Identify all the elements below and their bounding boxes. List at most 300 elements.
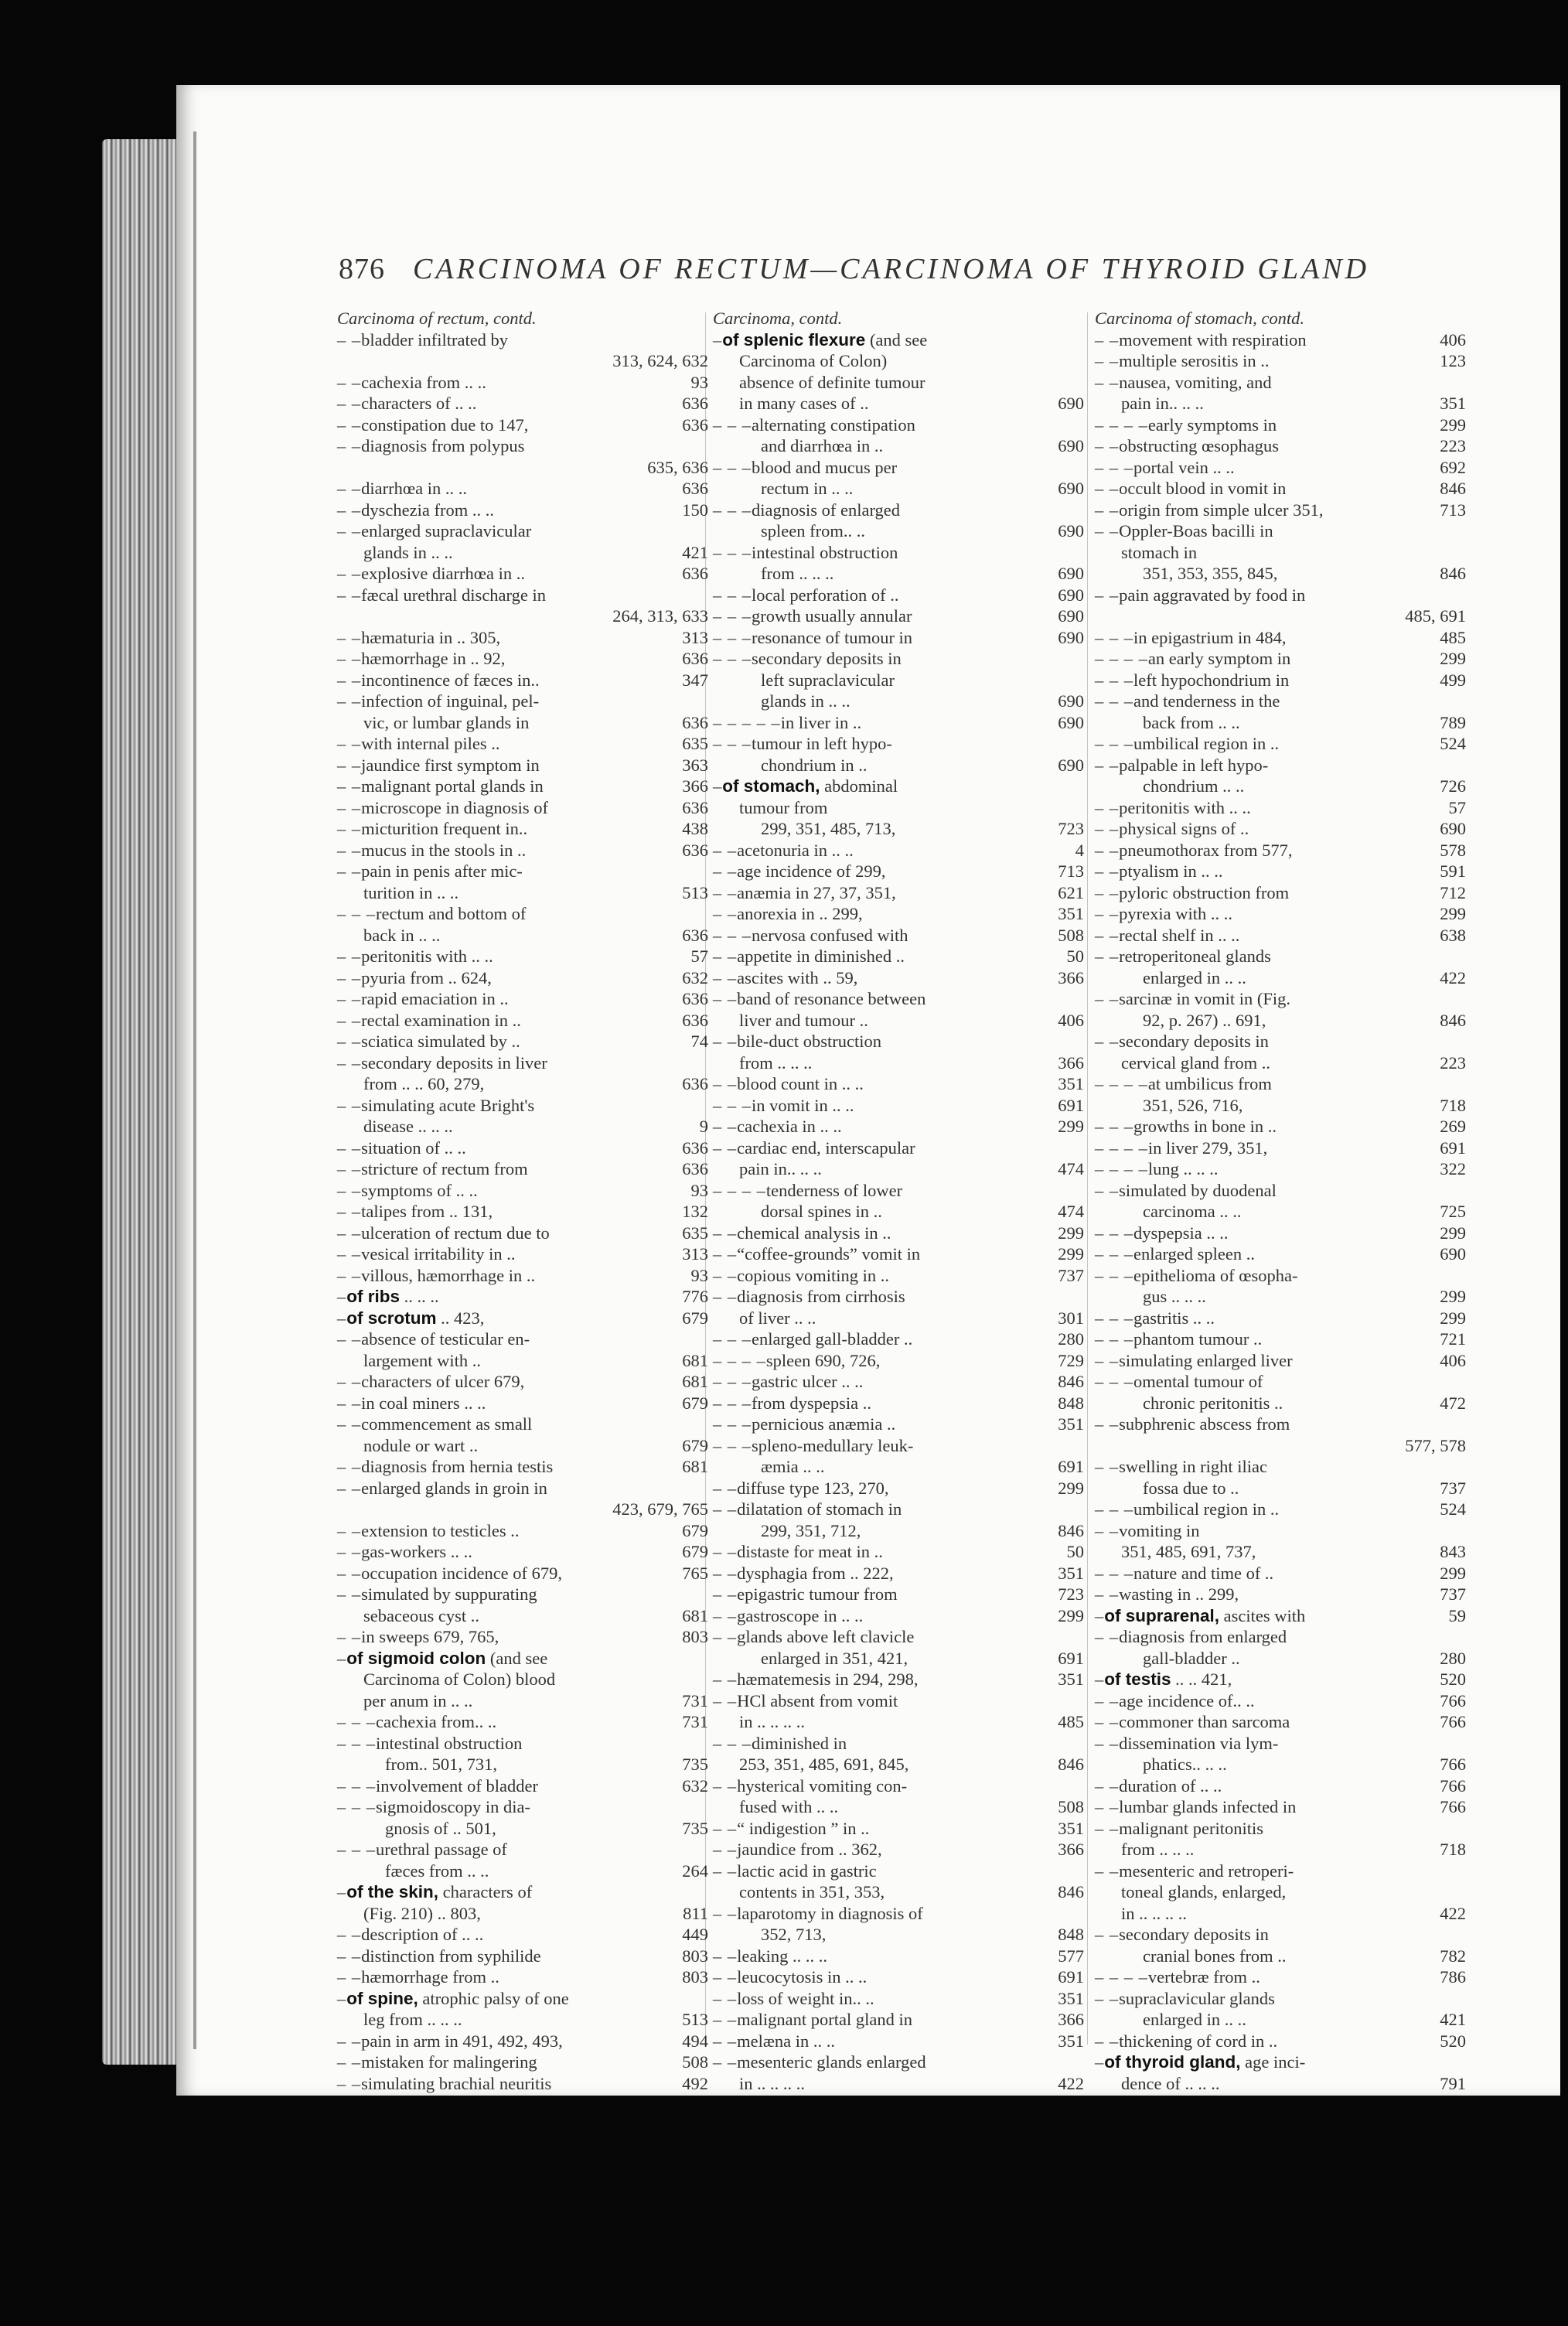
entry-dashes: – – – bbox=[1095, 1117, 1133, 1136]
entry-text bbox=[737, 1903, 1079, 1925]
entry-label: carcinoma .. .. bbox=[1143, 1202, 1242, 1221]
page-reference: 811 bbox=[683, 1903, 708, 1923]
index-entry bbox=[337, 1393, 708, 1414]
entry-text bbox=[361, 1371, 677, 1393]
index-entry bbox=[1095, 840, 1466, 861]
entry-dashes: – bbox=[1095, 2052, 1105, 2072]
entry-label: vomiting in bbox=[1119, 1520, 1200, 1540]
entry-dashes: – – – bbox=[337, 1712, 376, 1731]
page-reference bbox=[1461, 1818, 1466, 1840]
entry-text bbox=[752, 627, 1053, 649]
page-reference: 636 bbox=[682, 840, 708, 860]
index-entry bbox=[1095, 1754, 1466, 1775]
index-entry bbox=[337, 500, 708, 521]
index-entry bbox=[337, 1265, 708, 1287]
index-entry bbox=[1095, 1180, 1466, 1202]
entry-label: in coal miners .. .. bbox=[361, 1393, 486, 1413]
index-column-2 bbox=[713, 308, 1084, 2093]
page-reference: 681 bbox=[682, 1605, 708, 1625]
entry-label: enlarged glands in groin in bbox=[361, 1478, 547, 1498]
entry-label: distaste for meat in .. bbox=[737, 1542, 883, 1561]
index-entry bbox=[337, 1052, 708, 1074]
page-reference: 422 bbox=[1058, 2073, 1084, 2093]
page-reference: 846 bbox=[1440, 1010, 1466, 1030]
entry-dashes: – – bbox=[713, 882, 738, 902]
page-reference bbox=[704, 520, 708, 542]
page-reference bbox=[1079, 1733, 1084, 1755]
entry-dashes: – bbox=[337, 1882, 347, 1901]
page-reference bbox=[1461, 1860, 1466, 1882]
entry-text bbox=[1095, 1393, 1435, 1414]
index-entry bbox=[713, 1052, 1084, 1074]
entry-text bbox=[361, 840, 677, 861]
entry-label: age inci- bbox=[1240, 2052, 1306, 2072]
entry-text bbox=[337, 1669, 704, 1690]
index-entry bbox=[713, 1456, 1084, 1478]
entry-label: hysterical vomiting con- bbox=[737, 1775, 908, 1796]
entry-text bbox=[361, 1201, 677, 1223]
entry-dashes: – – – bbox=[713, 1393, 752, 1413]
page-reference: 351 bbox=[1058, 1414, 1084, 1434]
entry-label: rectum and bottom of bbox=[376, 904, 527, 923]
entry-label: incontinence of fæces in.. bbox=[361, 670, 540, 690]
entry-text bbox=[1133, 1371, 1461, 1393]
page-reference: 423, 679, 765 bbox=[612, 1499, 708, 1519]
entry-label: sigmoidoscopy in dia- bbox=[376, 1797, 530, 1816]
index-entry bbox=[1095, 1393, 1466, 1414]
index-entry bbox=[1095, 1116, 1466, 1137]
entry-text bbox=[337, 1435, 677, 1457]
page-reference: 690 bbox=[1058, 585, 1084, 605]
entry-dashes: – – bbox=[713, 989, 738, 1008]
index-entry bbox=[337, 733, 708, 755]
entry-text bbox=[1095, 1754, 1435, 1775]
entry-label: in sweeps 679, 765, bbox=[361, 1627, 499, 1646]
entry-label: sarcinæ in vomit in (Fig. bbox=[1119, 989, 1290, 1008]
entry-dashes: – – bbox=[337, 521, 362, 541]
entry-label: hæmatemesis in 294, 298, bbox=[737, 1669, 919, 1689]
entry-dashes: – – bbox=[337, 861, 362, 881]
page-reference: 690 bbox=[1440, 819, 1466, 838]
index-entry bbox=[1095, 1669, 1466, 1690]
index-entry bbox=[713, 776, 1084, 797]
entry-text bbox=[722, 329, 1079, 351]
page-reference: 690 bbox=[1058, 691, 1084, 711]
index-entry bbox=[337, 1010, 708, 1032]
entry-label: intestinal obstruction bbox=[752, 542, 898, 562]
entry-dashes: – – – bbox=[1095, 1223, 1133, 1243]
page-reference bbox=[1461, 1456, 1466, 1478]
index-entry bbox=[1095, 585, 1466, 606]
page-reference: 635 bbox=[682, 1223, 708, 1243]
index-entry bbox=[713, 393, 1084, 414]
entry-dashes: – bbox=[713, 329, 723, 350]
page-reference: 636 bbox=[682, 1010, 708, 1030]
entry-label: peritonitis with .. .. bbox=[361, 946, 493, 966]
index-entry bbox=[1095, 414, 1466, 436]
entry-text bbox=[1119, 1414, 1461, 1435]
entry-text bbox=[713, 308, 1079, 329]
page-reference: 690 bbox=[1058, 606, 1084, 626]
index-entry bbox=[337, 1499, 708, 1520]
index-entry bbox=[713, 1393, 1084, 1414]
page-reference: 322 bbox=[1440, 1159, 1466, 1178]
page-reference: 577, 578 bbox=[1405, 1435, 1466, 1455]
entry-label: occupation incidence of 679, bbox=[361, 1563, 563, 1583]
entry-text bbox=[737, 1988, 1053, 2010]
entry-text bbox=[1133, 733, 1435, 755]
page-reference bbox=[704, 1733, 708, 1755]
entry-dashes: – – bbox=[1095, 1797, 1120, 1816]
page-reference: 679 bbox=[682, 1393, 708, 1413]
index-entry bbox=[337, 478, 708, 500]
entry-text bbox=[713, 1648, 1053, 1669]
page-reference bbox=[1461, 988, 1466, 1010]
entry-keyword: of sigmoid colon bbox=[346, 1648, 486, 1668]
index-entry bbox=[337, 1243, 708, 1265]
entry-label: malignant portal glands in bbox=[361, 776, 544, 796]
index-entry bbox=[713, 967, 1084, 989]
index-entry bbox=[1095, 776, 1466, 797]
entry-text bbox=[752, 1393, 1053, 1414]
page-reference: 93 bbox=[690, 1180, 708, 1200]
entry-text bbox=[713, 372, 1079, 394]
page-reference: 406 bbox=[1440, 329, 1466, 350]
page-reference bbox=[704, 435, 708, 457]
page-reference: 74 bbox=[690, 1032, 708, 1051]
entry-text bbox=[1119, 1584, 1435, 1605]
entry-label: diffuse type 123, 270, bbox=[737, 1478, 889, 1498]
index-entry bbox=[337, 2051, 708, 2073]
entry-text bbox=[713, 1520, 1053, 1542]
page-reference: 422 bbox=[1440, 1903, 1466, 1923]
entry-dashes: – – – bbox=[713, 585, 752, 605]
entry-label: “coffee-grounds” vomit in bbox=[737, 1244, 921, 1264]
index-entry bbox=[713, 1605, 1084, 1627]
entry-dashes: – – – bbox=[1095, 670, 1133, 690]
entry-text bbox=[337, 1754, 677, 1775]
entry-keyword: of splenic flexure bbox=[722, 329, 866, 350]
index-entry bbox=[713, 1839, 1084, 1860]
index-entry bbox=[1095, 1903, 1466, 1925]
entry-label: extension to testicles .. bbox=[361, 1520, 520, 1540]
entry-label: malignant portal gland in bbox=[737, 2010, 912, 2029]
page-reference: 723 bbox=[1058, 819, 1084, 838]
entry-text bbox=[737, 903, 1053, 925]
entry-text bbox=[337, 1499, 608, 1520]
entry-text bbox=[1095, 1052, 1435, 1074]
entry-text bbox=[1095, 605, 1400, 627]
entry-label: rectum in .. .. bbox=[761, 479, 854, 498]
entry-text bbox=[713, 563, 1053, 585]
entry-label: nervosa confused with bbox=[752, 925, 908, 945]
index-entry bbox=[713, 1414, 1084, 1435]
entry-dashes: – – bbox=[713, 861, 738, 881]
entry-label: (and see bbox=[486, 1648, 548, 1668]
entry-text bbox=[752, 414, 1079, 436]
entry-label: mucus in the stools in .. bbox=[361, 840, 527, 860]
entry-label: anæmia in 27, 37, 351, bbox=[737, 882, 896, 902]
entry-dashes: – – bbox=[1095, 1350, 1120, 1370]
entry-dashes: – bbox=[337, 1648, 347, 1668]
entry-text bbox=[1133, 1243, 1435, 1265]
index-entry bbox=[713, 520, 1084, 542]
entry-text bbox=[361, 393, 677, 414]
page-reference bbox=[1079, 648, 1084, 670]
entry-text bbox=[337, 1690, 677, 1712]
entry-text bbox=[337, 457, 643, 479]
entry-dashes: – – bbox=[713, 1542, 738, 1561]
page-reference bbox=[1461, 1180, 1466, 1202]
page-reference: 636 bbox=[682, 1074, 708, 1093]
index-entry bbox=[337, 797, 708, 819]
entry-text bbox=[713, 1158, 1053, 1180]
entry-text bbox=[737, 1563, 1053, 1584]
entry-label: dilatation of stomach in bbox=[737, 1499, 902, 1519]
page-reference bbox=[1079, 1860, 1084, 1882]
entry-text bbox=[1148, 1966, 1435, 1988]
entry-text bbox=[1119, 946, 1461, 967]
index-entry bbox=[1095, 1010, 1466, 1032]
index-entry bbox=[713, 372, 1084, 394]
page-reference: 636 bbox=[682, 564, 708, 583]
entry-text bbox=[361, 861, 704, 882]
page-reference: 636 bbox=[682, 394, 708, 413]
entry-dashes: – – bbox=[337, 1329, 362, 1349]
page-reference: 347 bbox=[682, 670, 708, 690]
page-reference bbox=[1079, 1775, 1084, 1797]
index-entry bbox=[1095, 797, 1466, 819]
entry-keyword: of the skin, bbox=[346, 1882, 439, 1901]
page-reference: 422 bbox=[1440, 967, 1466, 987]
entry-text bbox=[1119, 840, 1435, 861]
page-reference: 766 bbox=[1440, 1712, 1466, 1731]
entry-text bbox=[713, 755, 1053, 776]
index-entry bbox=[713, 1711, 1084, 1733]
index-entry bbox=[337, 1350, 708, 1372]
entry-text bbox=[737, 1137, 1079, 1159]
entry-label: early symptoms in bbox=[1147, 414, 1277, 435]
entry-text bbox=[1133, 1308, 1435, 1329]
entry-text bbox=[713, 818, 1053, 840]
entry-dashes: – bbox=[337, 1287, 347, 1306]
page-reference bbox=[1079, 542, 1084, 564]
entry-text bbox=[781, 712, 1054, 734]
entry-label: chondrium in .. bbox=[761, 755, 868, 775]
entry-dashes: – – bbox=[713, 1988, 738, 2008]
entry-text bbox=[1095, 1286, 1435, 1308]
entry-label: swelling in right iliac bbox=[1119, 1457, 1267, 1476]
entry-text bbox=[361, 755, 677, 776]
page-reference: 299 bbox=[1440, 904, 1466, 923]
entry-dashes: – – bbox=[337, 2052, 362, 2072]
entry-dashes: – – bbox=[337, 1095, 362, 1115]
index-entry bbox=[1095, 925, 1466, 946]
entry-dashes: – – – bbox=[1095, 1372, 1133, 1391]
page-reference: 299 bbox=[1058, 1605, 1084, 1625]
index-entry bbox=[1095, 1095, 1466, 1117]
entry-dashes: – – bbox=[1095, 1032, 1120, 1051]
entry-label: spleen 690, 726, bbox=[765, 1350, 881, 1370]
entry-dashes: – – bbox=[1095, 1818, 1120, 1838]
index-entry bbox=[713, 1010, 1084, 1032]
entry-text bbox=[361, 1137, 677, 1159]
entry-text bbox=[737, 1775, 1079, 1797]
entry-dashes: – – – bbox=[337, 1797, 376, 1816]
entry-text bbox=[1119, 1775, 1435, 1797]
entry-dashes: – – bbox=[337, 840, 362, 860]
page-reference bbox=[1461, 755, 1466, 776]
entry-dashes: – – – bbox=[1095, 1244, 1133, 1264]
entry-label: pyrexia with .. .. bbox=[1119, 904, 1232, 923]
entry-text bbox=[752, 1371, 1053, 1393]
index-entry bbox=[337, 903, 708, 925]
column-divider bbox=[1087, 312, 1088, 2045]
entry-text bbox=[376, 903, 704, 925]
entry-label: HCl absent from vomit bbox=[737, 1690, 898, 1710]
entry-text bbox=[737, 1605, 1053, 1627]
entry-text bbox=[1119, 1690, 1435, 1712]
entry-text bbox=[1119, 1626, 1461, 1648]
entry-text bbox=[737, 1031, 1079, 1052]
index-entry bbox=[1095, 1308, 1466, 1329]
index-entry bbox=[1095, 1796, 1466, 1818]
index-entry bbox=[337, 691, 708, 712]
entry-dashes: – – bbox=[337, 1010, 362, 1030]
page-reference: 691 bbox=[1058, 1648, 1084, 1668]
entry-dashes: – – bbox=[1095, 500, 1120, 520]
entry-text bbox=[337, 1903, 678, 1925]
page-reference bbox=[1079, 733, 1084, 755]
index-entry bbox=[713, 1903, 1084, 1925]
entry-dashes: – – bbox=[337, 564, 362, 583]
entry-label: cranial bones from .. bbox=[1143, 1946, 1287, 1966]
page-reference: 499 bbox=[1440, 670, 1466, 690]
entry-text bbox=[1133, 1328, 1435, 1350]
index-entry bbox=[1095, 882, 1466, 904]
index-entry bbox=[713, 691, 1084, 712]
entry-label: of liver .. .. bbox=[739, 1308, 816, 1328]
entry-dashes: – – bbox=[337, 1180, 362, 1200]
page-reference bbox=[1079, 329, 1084, 351]
index-entry bbox=[1095, 1966, 1466, 1988]
entry-text bbox=[337, 1818, 677, 1840]
entry-dashes: – – bbox=[1095, 1180, 1120, 1200]
entry-text bbox=[737, 1946, 1053, 1967]
index-entry bbox=[337, 1818, 708, 1840]
page-reference bbox=[1079, 1031, 1084, 1052]
entry-text bbox=[1119, 1520, 1461, 1542]
page-reference: 366 bbox=[1058, 1840, 1084, 1859]
page-reference: 313 bbox=[682, 1244, 708, 1264]
index-entry bbox=[1095, 818, 1466, 840]
page-reference bbox=[1461, 1520, 1466, 1542]
page-reference: 843 bbox=[1440, 1542, 1466, 1561]
entry-label: melæna in .. .. bbox=[737, 2031, 835, 2051]
entry-dashes: – – bbox=[337, 819, 362, 838]
page-reference: 57 bbox=[690, 946, 708, 966]
page-reference bbox=[704, 1796, 708, 1818]
entry-label: ulceration of rectum due to bbox=[361, 1223, 550, 1243]
index-entry bbox=[713, 457, 1084, 479]
entry-text bbox=[737, 1690, 1079, 1712]
entry-label: left hypochondrium in bbox=[1133, 670, 1290, 690]
index-entry bbox=[1095, 627, 1466, 649]
page-binding-line bbox=[193, 131, 196, 2049]
column-heading bbox=[713, 308, 1084, 329]
entry-label: dyspepsia .. .. bbox=[1133, 1223, 1229, 1243]
entry-text bbox=[361, 797, 677, 819]
entry-keyword: of ribs bbox=[346, 1287, 401, 1306]
index-entry bbox=[337, 435, 708, 457]
index-entry bbox=[1095, 1350, 1466, 1372]
index-entry bbox=[337, 372, 708, 394]
entry-text bbox=[361, 585, 704, 606]
entry-text bbox=[361, 1010, 677, 1032]
entry-label: largement with .. bbox=[363, 1350, 482, 1370]
entry-dashes: – – bbox=[1095, 797, 1120, 817]
entry-label: dence of .. .. .. bbox=[1121, 2073, 1220, 2093]
entry-label: copious vomiting in .. bbox=[737, 1265, 889, 1285]
entry-text bbox=[722, 776, 1079, 797]
index-entry bbox=[1095, 1137, 1466, 1159]
page-reference bbox=[1079, 988, 1084, 1010]
page-reference: 591 bbox=[1440, 861, 1466, 881]
entry-text bbox=[337, 2009, 677, 2031]
entry-dashes: – – bbox=[1095, 1690, 1120, 1710]
entry-dashes: – – – bbox=[713, 542, 752, 562]
entry-text bbox=[752, 585, 1053, 606]
entry-label: infection of inguinal, pel- bbox=[361, 691, 540, 711]
entry-dashes: – – bbox=[337, 649, 362, 668]
entry-label: pain aggravated by food in bbox=[1119, 585, 1306, 605]
entry-dashes: – – bbox=[337, 1946, 362, 1966]
entry-label: tenderness of lower bbox=[765, 1180, 903, 1200]
entry-text bbox=[1095, 1095, 1435, 1117]
index-entry bbox=[337, 563, 708, 585]
page-reference bbox=[1079, 1690, 1084, 1712]
index-entry bbox=[1095, 329, 1466, 351]
page-reference: 636 bbox=[682, 712, 708, 732]
entry-dashes: – – bbox=[337, 372, 362, 392]
page-reference: 690 bbox=[1058, 436, 1084, 455]
entry-text bbox=[713, 797, 1079, 819]
entry-dashes: – – – – – bbox=[713, 712, 781, 732]
entry-text bbox=[1095, 393, 1435, 414]
entry-label: cachexia from .. .. bbox=[361, 372, 486, 392]
entry-label: spleno-medullary leuk- bbox=[752, 1435, 914, 1455]
entry-dashes: – bbox=[1095, 1605, 1105, 1625]
entry-text bbox=[337, 1073, 677, 1095]
page-reference bbox=[1079, 670, 1084, 691]
page-reference: 735 bbox=[682, 1755, 708, 1774]
page-reference: 299 bbox=[1058, 1478, 1084, 1498]
entry-text bbox=[1119, 818, 1435, 840]
entry-label: blood and mucus per bbox=[752, 457, 898, 477]
index-entry bbox=[1095, 1541, 1466, 1563]
entry-text bbox=[737, 1541, 1062, 1563]
index-entry bbox=[1095, 691, 1466, 712]
entry-text bbox=[1119, 1456, 1461, 1478]
entry-label: disease .. .. .. bbox=[363, 1117, 453, 1136]
page-reference: 299 bbox=[1440, 649, 1466, 668]
index-entry bbox=[713, 733, 1084, 755]
entry-text bbox=[713, 350, 1079, 372]
entry-dashes: – bbox=[337, 1308, 347, 1328]
entry-text bbox=[337, 605, 608, 627]
page-reference: 513 bbox=[682, 882, 708, 902]
page-reference: 351 bbox=[1058, 1563, 1084, 1583]
